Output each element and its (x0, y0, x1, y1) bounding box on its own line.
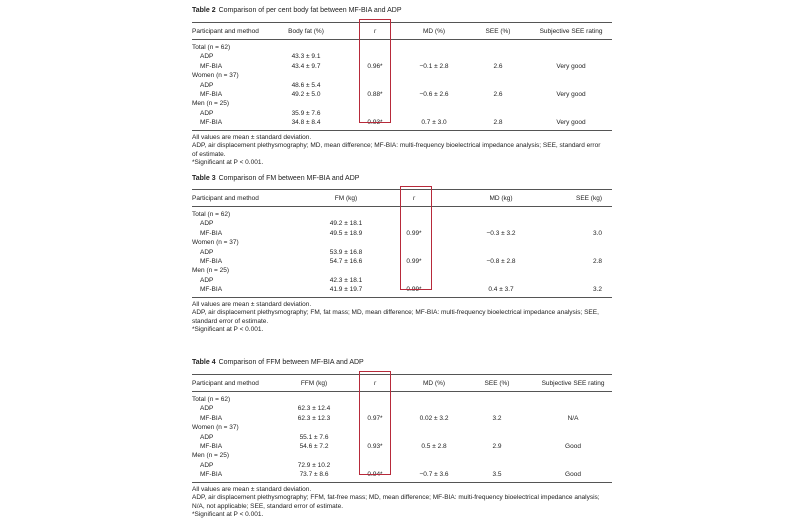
table-cell: 2.6 (493, 90, 503, 98)
table-2-body (192, 40, 612, 128)
table-cell: 0.93* (367, 119, 383, 127)
table-cell: 3.5 (492, 471, 502, 479)
table-3-footnote: ADP, air displacement plethysmography; FM, fat mass; MD, mean difference; MF-BIA: multi-frequency bioelectrical impedance analysis; SEE, (192, 309, 599, 317)
table-cell-label: Men (n = 25) (192, 452, 230, 460)
table-cell-label: MF-BIA (200, 414, 223, 422)
table-cell: 49.2 ± 5.0 (291, 90, 321, 98)
table-3-header-participant: Participant and method (192, 194, 259, 202)
table-cell: 34.8 ± 8.4 (291, 119, 321, 127)
table-cell: 62.3 ± 12.4 (297, 405, 331, 413)
table-cell: 0.5 ± 2.8 (421, 442, 447, 450)
table-3-caption: Comparison of FM between MF-BIA and ADP (218, 175, 360, 182)
table-cell-label: ADP (200, 109, 214, 117)
table-cell-label: Total (n = 62) (192, 211, 231, 218)
table-cell: 49.2 ± 18.1 (329, 220, 363, 228)
table-cell: 54.6 ± 7.2 (299, 442, 329, 450)
table-2-footnote: All values are mean ± standard deviation. (192, 133, 312, 141)
table-cell: Good (565, 442, 581, 450)
table-4-header-ffm: FFM (kg) (300, 379, 328, 387)
table-cell: Very good (556, 90, 586, 98)
table-cell-label: MF-BIA (200, 471, 223, 479)
table-row (192, 451, 612, 460)
table-cell-label: MF-BIA (200, 119, 223, 127)
table-cell-label: Total (n = 62) (192, 44, 231, 51)
table-cell-label: ADP (200, 461, 214, 469)
table-cell: −0.6 ± 2.6 (419, 90, 449, 98)
table-cell-label: Women (n = 37) (192, 239, 239, 247)
table-cell: 0.97* (367, 414, 383, 422)
table-cell-label: Men (n = 25) (192, 100, 230, 108)
table-row (192, 99, 612, 108)
table-cell: 0.96* (367, 62, 383, 70)
table-2-header-bodyfat: Body fat (%) (288, 27, 324, 35)
table-cell-label: Women (n = 37) (192, 72, 239, 80)
table-2-header-r: r (373, 27, 377, 35)
table-row (192, 442, 612, 451)
table-row (192, 71, 612, 80)
table-4-header-see: SEE (%) (484, 379, 510, 387)
table-row (192, 81, 612, 90)
table-2-footnote: *Significant at P < 0.001. (192, 159, 264, 167)
table-4-header-r: r (373, 379, 377, 387)
table-cell-label: Women (n = 37) (192, 424, 239, 432)
table-4-footnote: N/A, not applicable; SEE, standard error of estimate. (192, 502, 344, 510)
table-cell: 0.02 ± 3.2 (419, 414, 449, 422)
table-row (192, 109, 612, 118)
table-4-number: Table 4 (192, 359, 216, 366)
table-row (192, 404, 612, 413)
table-cell: 2.6 (493, 62, 503, 70)
table-2 (192, 6, 612, 168)
table-3-number: Table 3 (192, 175, 216, 182)
table-2-header-see: SEE (%) (485, 27, 511, 35)
table-3-header-r: r (412, 194, 416, 202)
table-cell-label: Total (n = 62) (192, 396, 231, 403)
table-4-footnote: ADP, air displacement plethysmography; FFM, fat-free mass; MD, mean difference; MF-BIA: multi-frequency bioelectrical impedance analysis; (192, 494, 600, 502)
table-row (192, 414, 612, 423)
table-row (192, 395, 612, 404)
table-cell-label: ADP (200, 433, 214, 441)
table-cell: 55.1 ± 7.6 (299, 433, 329, 441)
table-3-header-fm: FM (kg) (334, 194, 358, 202)
table-4-header-row (192, 375, 612, 391)
table-cell-label: MF-BIA (200, 286, 223, 294)
table-2-number: Table 2 (192, 7, 216, 14)
table-cell: −0.7 ± 3.6 (419, 471, 449, 479)
table-cell: 54.7 ± 16.6 (329, 257, 363, 265)
table-4-header-participant: Participant and method (192, 379, 259, 387)
table-cell: 62.3 ± 12.3 (297, 414, 331, 422)
table-cell: 3.2 (492, 414, 502, 422)
table-cell-label: MF-BIA (200, 62, 223, 70)
table-row (192, 52, 612, 61)
table-4-body (192, 392, 612, 480)
table-row (192, 43, 612, 52)
table-row (192, 461, 612, 470)
table-4-header-md: MD (%) (422, 379, 446, 387)
table-cell-label: Men (n = 25) (192, 267, 230, 275)
table-cell: 0.88* (367, 90, 383, 98)
table-row (192, 90, 612, 99)
table-cell: N/A (567, 414, 579, 422)
table-2-header-row (192, 23, 612, 39)
table-cell-label: MF-BIA (200, 229, 223, 237)
table-cell: 0.99* (406, 286, 422, 294)
table-cell: 0.94* (367, 471, 383, 479)
table-3-footnote: *Significant at P < 0.001. (192, 326, 264, 334)
table-cell: 0.4 ± 3.7 (488, 286, 514, 294)
table-cell-label: ADP (200, 405, 214, 413)
table-cell: 53.9 ± 16.8 (329, 248, 363, 256)
table-row (192, 62, 612, 71)
table-3-footnote: standard error of estimate. (192, 317, 269, 325)
table-cell-label: ADP (200, 276, 214, 284)
table-3-header-md: MD (kg) (489, 194, 513, 202)
table-cell-label: MF-BIA (200, 442, 223, 450)
table-cell: 41.9 ± 19.7 (329, 286, 363, 294)
table-cell: 0.99* (406, 229, 422, 237)
table-cell: 48.6 ± 5.4 (291, 81, 321, 89)
table-cell-label: ADP (200, 220, 214, 228)
table-cell-label: ADP (200, 81, 214, 89)
table-4-footnote: All values are mean ± standard deviation. (192, 485, 312, 493)
table-cell: 0.99* (406, 257, 422, 265)
table-2-bottom-rule (192, 130, 612, 131)
table-cell-label: ADP (200, 53, 214, 61)
table-row (192, 423, 612, 432)
table-2-header-rating: Subjective SEE rating (539, 27, 603, 35)
table-cell: 0.7 ± 3.0 (421, 119, 447, 127)
table-3-title (192, 174, 612, 183)
table-2-caption: Comparison of per cent body fat between MF-BIA and ADP (218, 7, 402, 14)
table-4-footnotes (192, 486, 612, 520)
table-3-footnote: All values are mean ± standard deviation. (192, 300, 312, 308)
table-2-footnote: of estimate. (192, 150, 226, 158)
table-cell: Good (565, 471, 581, 479)
table-2-header-participant: Participant and method (192, 27, 259, 35)
table-2-footnote: ADP, air displacement plethysmography; MD, mean difference; MF-BIA: multi-frequency bioelectrical impedance analysis; SEE, standard error (192, 142, 601, 150)
table-cell-label: ADP (200, 248, 214, 256)
table-3-header-see: SEE (kg) (575, 194, 602, 202)
table-cell: 2.8 (493, 119, 503, 127)
table-cell: 0.93* (367, 442, 383, 450)
table-2-header-md: MD (%) (422, 27, 446, 35)
table-cell: 3.2 (592, 286, 602, 294)
table-2-title (192, 6, 612, 15)
table-row (192, 433, 612, 442)
table-3-footnotes (192, 301, 612, 335)
table-cell: 43.4 ± 9.7 (291, 62, 321, 70)
table-4-bottom-rule (192, 482, 612, 483)
table-2-r-column-highlight (359, 19, 391, 123)
table-cell: 43.3 ± 9.1 (291, 53, 321, 61)
table-cell: −0.3 ± 3.2 (486, 229, 516, 237)
table-4-title (192, 358, 612, 367)
table-4-caption: Comparison of FFM between MF-BIA and ADP (218, 359, 364, 366)
table-cell: 35.9 ± 7.6 (291, 109, 321, 117)
table-4 (192, 358, 612, 520)
table-3-r-column-highlight (400, 186, 432, 290)
table-cell: 2.9 (492, 442, 502, 450)
table-cell: −0.1 ± 2.8 (419, 62, 449, 70)
table-cell: 72.9 ± 10.2 (297, 461, 331, 469)
table-cell-label: MF-BIA (200, 90, 223, 98)
table-cell: Very good (556, 62, 586, 70)
table-cell: 42.3 ± 18.1 (329, 276, 363, 284)
table-cell-label: MF-BIA (200, 257, 223, 265)
table-cell: 2.8 (592, 257, 602, 265)
table-4-footnote: *Significant at P < 0.001. (192, 511, 264, 519)
table-cell: Very good (556, 119, 586, 127)
table-3 (192, 174, 612, 335)
table-4-r-column-highlight (359, 371, 391, 475)
table-cell: 3.0 (592, 229, 602, 237)
table-cell: 49.5 ± 18.9 (329, 229, 363, 237)
table-cell: 73.7 ± 8.6 (299, 471, 329, 479)
table-2-footnotes (192, 134, 612, 168)
table-cell: −0.8 ± 2.8 (486, 257, 516, 265)
table-4-header-rating: Subjective SEE rating (541, 379, 605, 387)
table-row (192, 470, 612, 479)
table-3-bottom-rule (192, 297, 612, 298)
table-row (192, 118, 612, 127)
